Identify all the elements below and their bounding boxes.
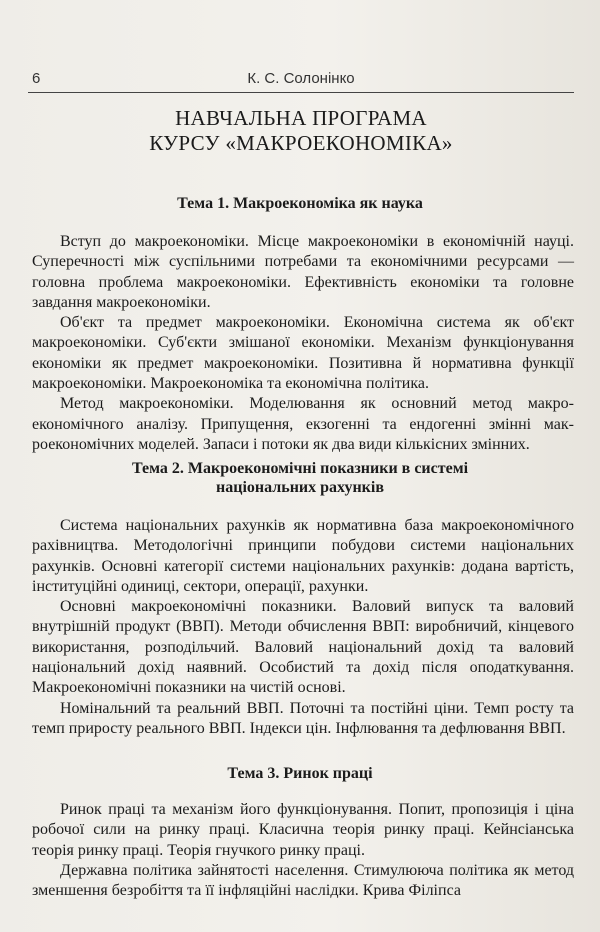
- paragraph: Основні макроекономічні показники. Валовий випуск та валовий внутрішній продукт (ВВП). Методи обчислення ВВП: виробничий, кінцевого використання, розподільчий. Валовий національний дохід та валовий національний дохід наявний. Особистий та дохід після оподаткування. Макроекономічні показники на чистій основі.: [32, 598, 574, 697]
- topic-2-heading-line-1: Тема 2. Макроекономічні показники в системі: [131, 460, 469, 477]
- paragraph: Вступ до макроекономіки. Місце макроекономіки в економічній науці. Суперечності між суспільними потребами та економічними ресурсами — головна проблема макроекономіки. Ефективність економіки та головне завдання макроекономіки.: [32, 233, 574, 311]
- topic-3-heading: [40, 764, 560, 783]
- page-title: [28, 106, 574, 156]
- topic-2-heading-line-2: національних рахунків: [216, 479, 384, 496]
- title-line-2: КУРСУ «МАКРОЕКОНОМІКА»: [149, 131, 453, 155]
- topic-3-text: [32, 800, 574, 901]
- topic-1-heading: [40, 194, 560, 213]
- paragraph: Державна політика зайнятості населення. Стимулююча політика як метод зменшення безробіття та її інфляційні наслідки. Крива Філіпса: [32, 861, 574, 900]
- paragraph: Метод макроекономіки. Моделювання як основний метод макроекономічного аналізу. Припущення, екзогенні та ендогенні змінні макроекономічних моделей. Запаси і потоки як два види кількісних змінних.: [32, 395, 574, 453]
- topic-1-text: [32, 232, 574, 455]
- page-number: 6: [32, 70, 41, 87]
- topic-1-heading-text: Тема 1. Макроекономіка як наука: [177, 195, 423, 212]
- title-line-1: НАВЧАЛЬНА ПРОГРАМА: [175, 106, 427, 130]
- topic-3-heading-text: Тема 3. Ринок праці: [227, 765, 373, 782]
- paragraph: Ринок праці та механізм його функціонування. Попит, пропозиція і ціна робочої сили на ринку праці. Класична теорія ринку праці. Кейнсіанська теорія ринку праці. Теорія гнучкого ринку праці.: [32, 801, 574, 859]
- paragraph: Об'єкт та предмет макроекономіки. Економічна система як об'єкт макроекономіки. Суб'єкти змішаної економіки. Механізм функціонування економіки як предмет макроекономіки. Позитивна й нормативна функції макроекономіки. Макроекономіка та економічна політика.: [32, 314, 574, 393]
- topic-2-heading: [40, 459, 560, 497]
- paragraph: Номінальний та реальний ВВП. Поточні та постійні ціни. Темп росту та темп приросту реального ВВП. Індекси цін. Інфлювання та дефлювання ВВП.: [32, 699, 574, 737]
- page-header: [28, 66, 574, 93]
- running-title: К. С. Солонінко: [247, 70, 355, 87]
- topic-2-text: [32, 516, 574, 739]
- paragraph: Система національних рахунків як нормативна база макроекономічного рахівництва. Методологічні принципи побудови системи національних рахунків. Основні категорії системи національних рахунків: додана вартість, інституційні одиниці, сектори, операції, рахунки.: [32, 517, 574, 595]
